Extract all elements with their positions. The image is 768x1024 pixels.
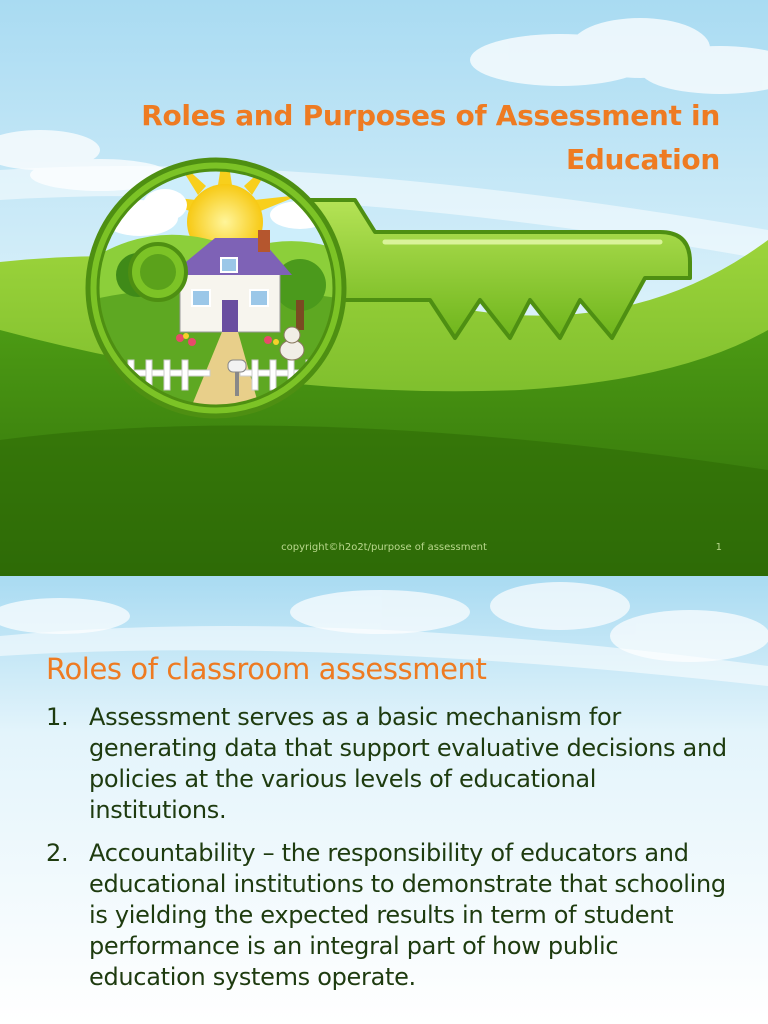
numbered-list	[46, 702, 736, 1005]
slide-title: Roles and Purposes of Assessment in Education	[141, 99, 720, 176]
list-item	[46, 838, 736, 993]
content-slide	[0, 576, 768, 1024]
page-number: 1	[715, 542, 722, 553]
list-number: 1.	[46, 703, 69, 731]
list-item-text: Assessment serves as a basic mechanism for generating data that support evaluative decisions and policies at the various levels of educational institutions.	[89, 703, 727, 824]
list-number: 2.	[46, 839, 69, 867]
list-item-text: Accountability – the responsibility of educators and educational institutions to demonstrate that schooling is yielding the expected results in term of student performance is an integral part of how public education systems operate.	[89, 839, 726, 991]
list-item	[46, 702, 736, 826]
slide-heading: Roles of classroom assessment	[46, 652, 487, 686]
slide-footer: copyright©h2o2t/purpose of assessment	[281, 542, 487, 553]
